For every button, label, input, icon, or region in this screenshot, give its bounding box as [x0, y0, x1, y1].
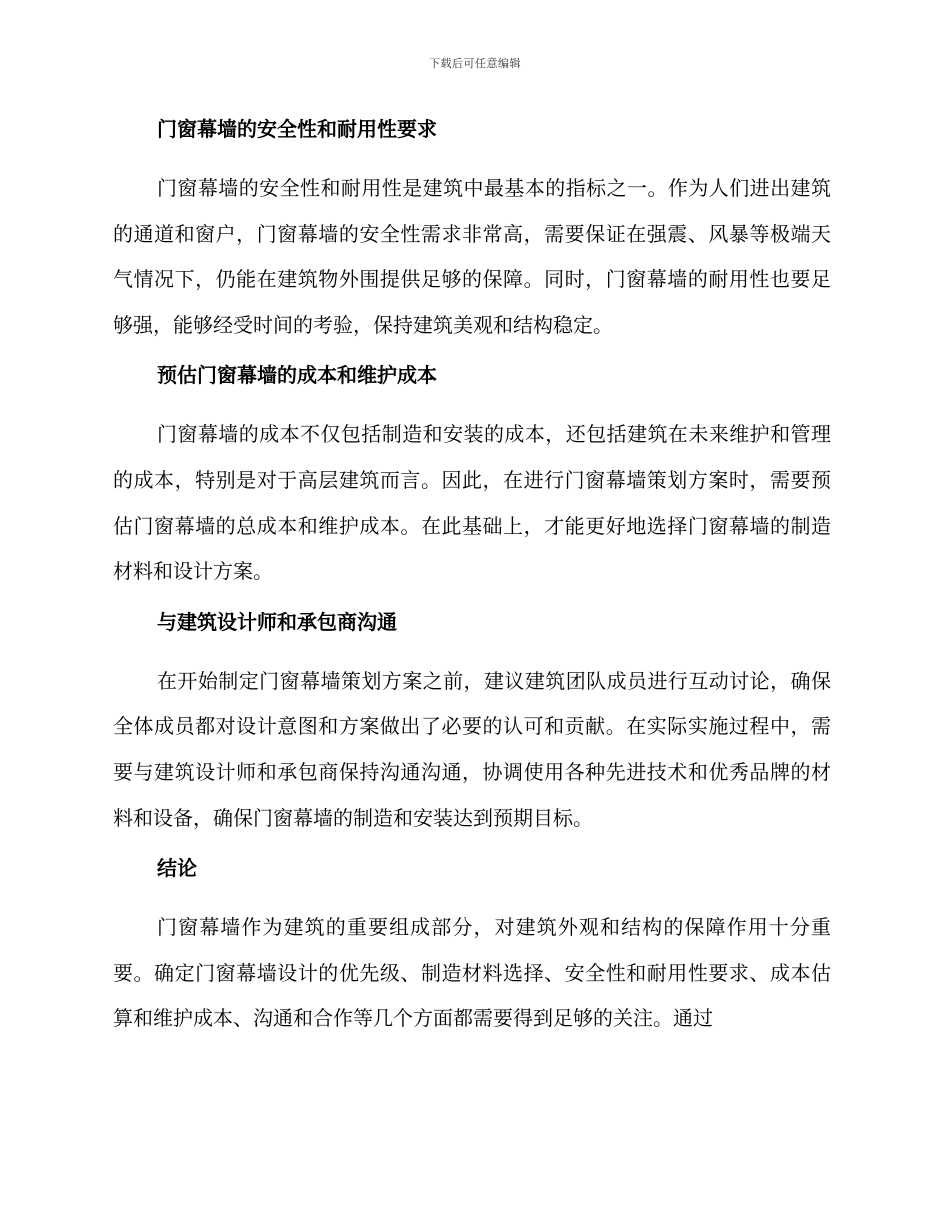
- section-paragraph-safety: 门窗幕墙的安全性和耐用性是建筑中最基本的指标之一。作为人们进出建筑的通道和窗户，门窗幕墙的安全性需求非常高，需要保证在强震、风暴等极端天气情况下，仍能在建筑物外围提供足够的保障。同时，门窗幕墙的耐用性也要足够强，能够经受时间的考验，保持建筑美观和结构稳定。: [113, 176, 831, 337]
- section-heading-safety: 门窗幕墙的安全性和耐用性要求: [157, 117, 437, 141]
- section-paragraph-communication: 在开始制定门窗幕墙策划方案之前，建议建筑团队成员进行互动讨论，确保全体成员都对设计意图和方案做出了必要的认可和贡献。在实际实施过程中，需要与建筑设计师和承包商保持沟通沟通，协调使用各种先进技术和优秀品牌的材料和设备，确保门窗幕墙的制造和安装达到预期目标。: [113, 668, 831, 830]
- section-heading-cost: 预估门窗幕墙的成本和维护成本: [157, 363, 437, 388]
- document-body: [113, 112, 831, 1052]
- section-paragraph-cost: 门窗幕墙的成本不仅包括制造和安装的成本，还包括建筑在未来维护和管理的成本，特别是对于高层建筑而言。因此，在进行门窗幕墙策划方案时，需要预估门窗幕墙的总成本和维护成本。在此基础上，才能更好地选择门窗幕墙的制造材料和设计方案。: [113, 422, 831, 584]
- section-heading-communication: 与建筑设计师和承包商沟通: [157, 609, 397, 634]
- header-note: 下载后可任意编辑: [429, 57, 521, 70]
- section-heading-conclusion: 结论: [157, 856, 197, 881]
- section-paragraph-conclusion: 门窗幕墙作为建筑的重要组成部分，对建筑外观和结构的保障作用十分重要。确定门窗幕墙设计的优先级、制造材料选择、安全性和耐用性要求、成本估算和维护成本、沟通和合作等几个方面都需要得到足够的关注。通过: [113, 915, 831, 1031]
